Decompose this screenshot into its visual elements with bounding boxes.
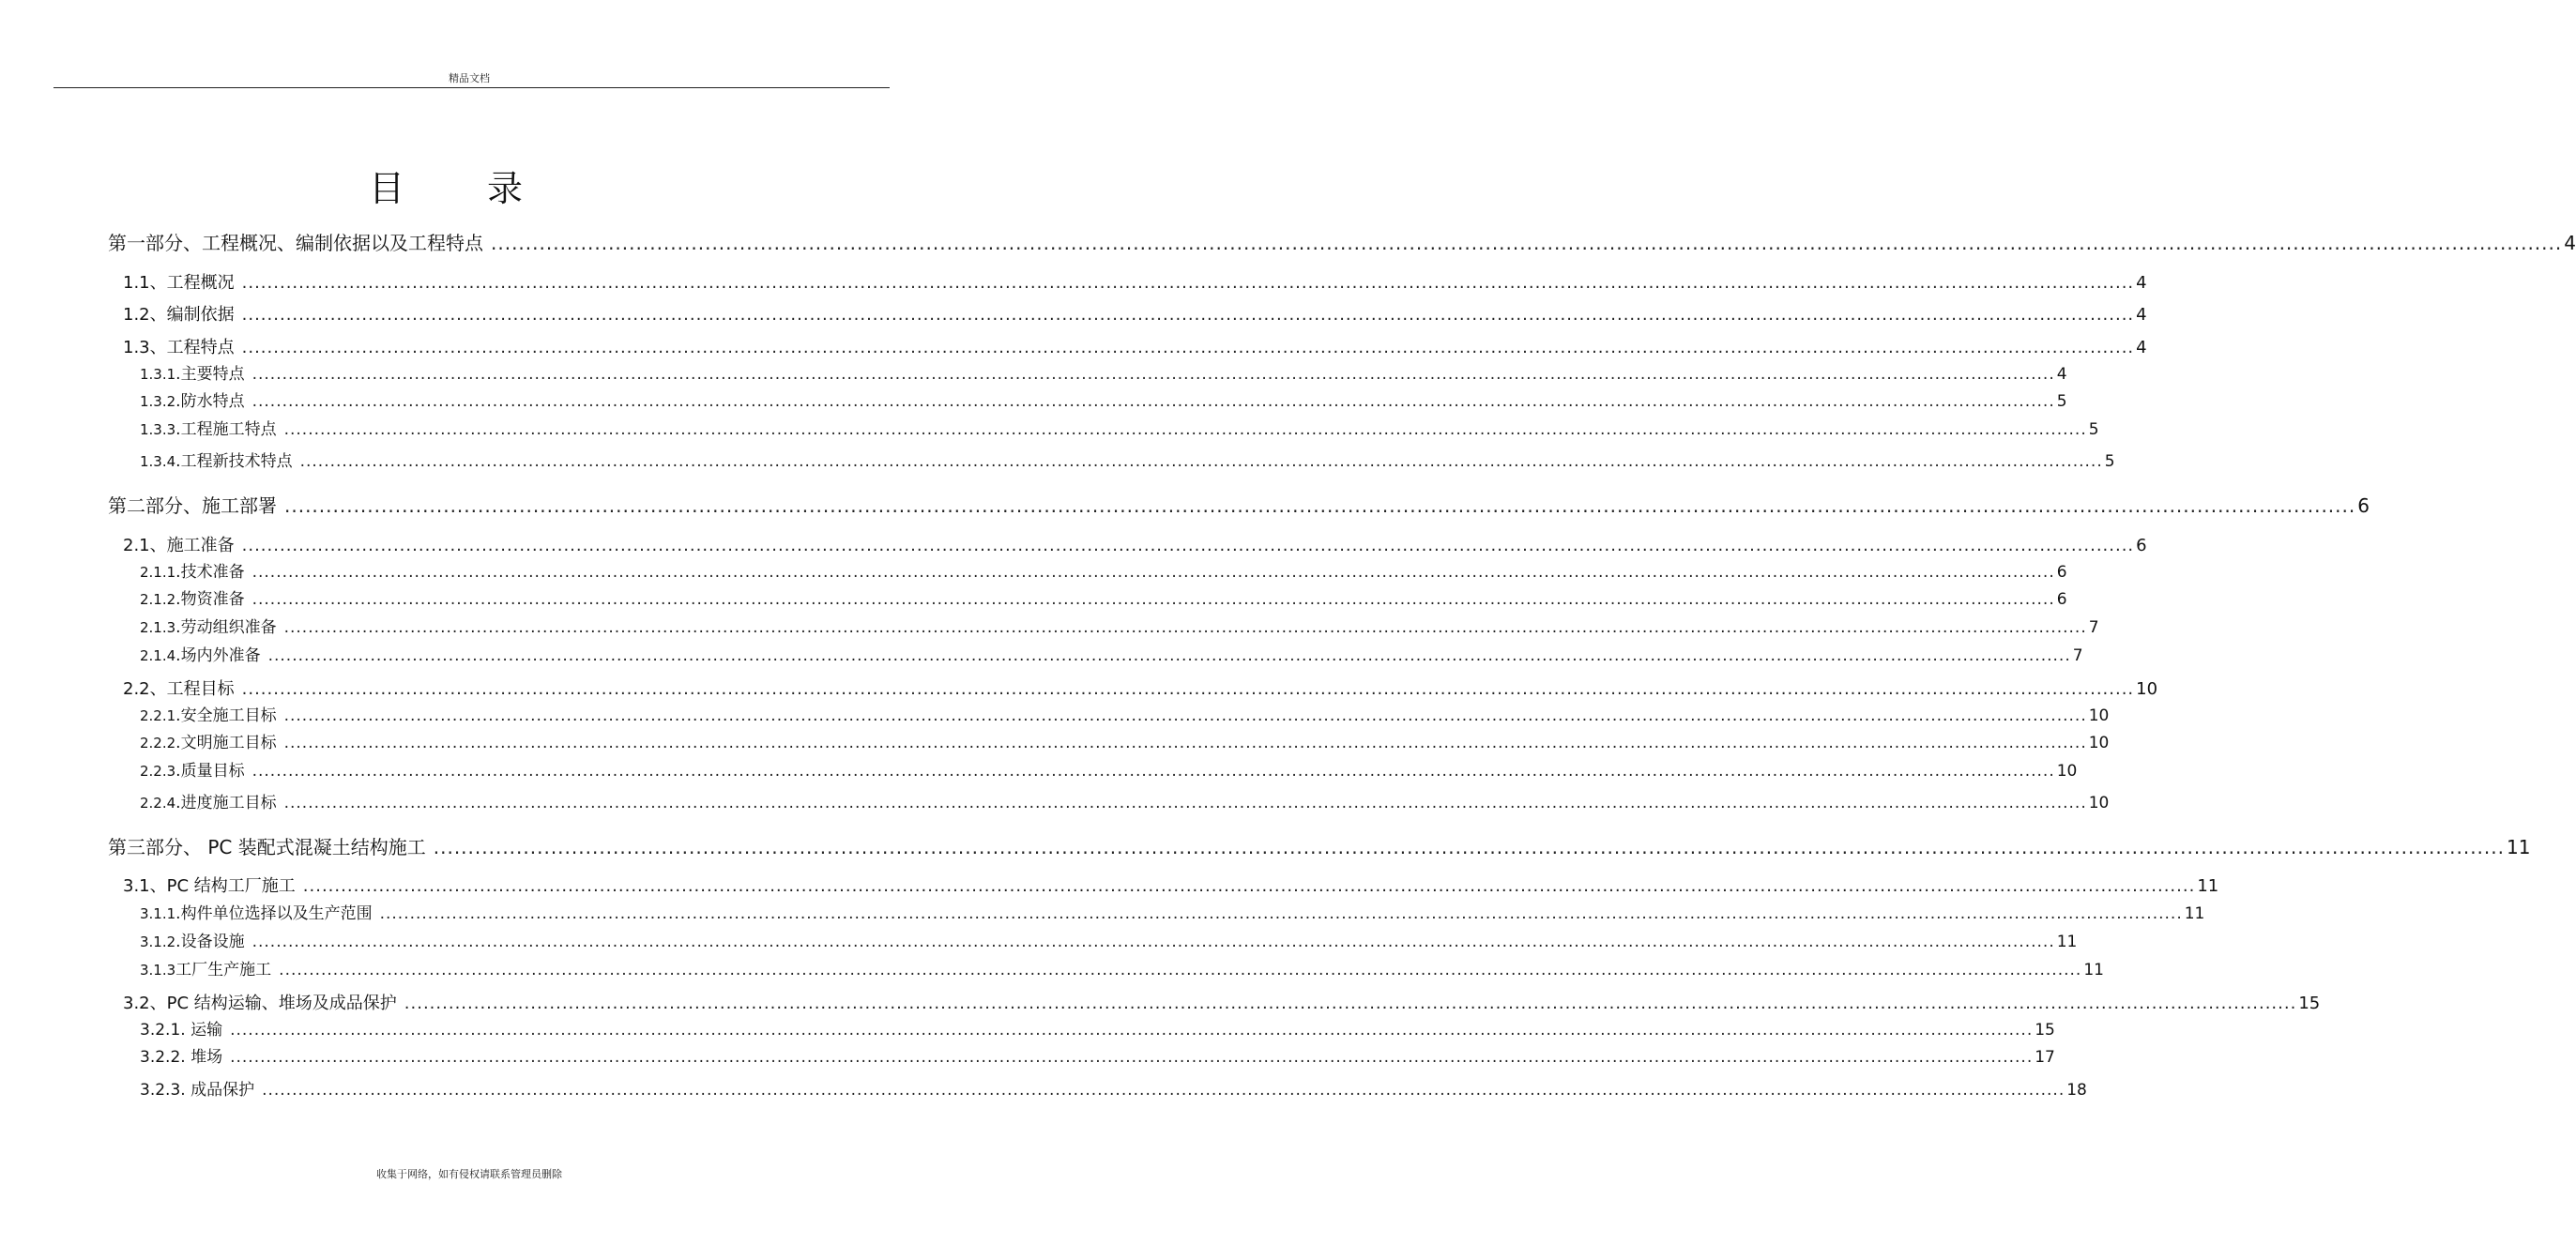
toc-entry-label: .劳动组织准备 [175, 618, 277, 637]
toc-entry[interactable] [140, 448, 2115, 471]
dot-leader: ............................................................................................................................................................................................................................................................................................................ [241, 679, 2135, 699]
toc-entry[interactable] [108, 832, 2531, 859]
header-divider [53, 87, 890, 88]
toc-entry[interactable] [123, 269, 2147, 294]
toc-entry-page: 6 [2357, 494, 2370, 517]
dot-leader: ............................................................................................................................................................................................................................................................................................................ [279, 961, 2082, 979]
toc-entry[interactable] [140, 585, 2067, 609]
toc-entry-label: 第三部分、 PC 装配式混凝土结构施工 [108, 836, 426, 858]
toc-entry-label: .工程新技术特点 [175, 452, 293, 471]
dot-leader: ............................................................................................................................................................................................................................................................................................................ [284, 494, 2356, 517]
toc-entry[interactable] [123, 873, 2219, 897]
toc-entry-page: 11 [2056, 933, 2078, 951]
toc-entry[interactable] [140, 729, 2110, 752]
dot-leader: ............................................................................................................................................................................................................................................................................................................ [252, 762, 2055, 781]
toc-entry-label: 3.2.2. 堆场 [140, 1048, 223, 1067]
toc-entry-label: 3.2.1. 运输 [140, 1021, 223, 1040]
toc-entry-page: 11 [2197, 876, 2219, 896]
toc-entry[interactable] [140, 702, 2110, 725]
dot-leader: ............................................................................................................................................................................................................................................................................................................ [299, 452, 2103, 471]
toc-entry-number: 2.2.3 [140, 763, 176, 780]
toc-entry-number: 3.1.1 [140, 905, 176, 922]
toc-entry[interactable] [123, 334, 2147, 358]
toc-entry-page: 10 [2088, 706, 2110, 725]
toc-entry-page: 11 [2184, 904, 2205, 923]
toc-entry-number: 2.2.2 [140, 735, 176, 751]
toc-entry[interactable] [140, 1076, 2087, 1100]
toc-entry-label: .工程施工特点 [175, 420, 277, 439]
toc-entry-label: .构件单位选择以及生产范围 [175, 904, 373, 923]
dot-leader: ............................................................................................................................................................................................................................................................................................................ [491, 232, 2563, 254]
toc-entry-number: 1.3.2 [140, 393, 176, 410]
toc-entry-page: 10 [2136, 679, 2158, 699]
toc-entry[interactable] [123, 990, 2321, 1014]
toc-entry-page: 4 [2136, 273, 2147, 293]
dot-leader: ............................................................................................................................................................................................................................................................................................................ [252, 933, 2055, 951]
toc-entry-page: 10 [2056, 762, 2078, 781]
toc-entry[interactable] [140, 416, 2099, 439]
toc-entry-number: 2.2.4 [140, 795, 176, 812]
toc-entry-label: 第一部分、工程概况、编制依据以及工程特点 [108, 232, 483, 254]
toc-entry-label: .设备设施 [175, 933, 245, 951]
dot-leader: ............................................................................................................................................................................................................................................................................................................ [230, 1048, 2034, 1067]
dot-leader: ............................................................................................................................................................................................................................................................................................................ [262, 1081, 2065, 1100]
toc-entry-label: .文明施工目标 [175, 734, 277, 752]
toc-entry-page: 5 [2088, 420, 2099, 439]
toc-entry-page: 10 [2088, 734, 2110, 752]
toc-entry-page: 5 [2104, 452, 2115, 471]
toc-entry[interactable] [140, 1016, 2055, 1040]
dot-leader: ............................................................................................................................................................................................................................................................................................................ [379, 904, 2183, 923]
toc-entry[interactable] [140, 900, 2205, 923]
toc-entry-label: .防水特点 [175, 392, 245, 411]
toc-entry-page: 4 [2564, 232, 2576, 254]
toc-entry-page: 6 [2136, 536, 2147, 555]
toc-entry[interactable] [140, 757, 2078, 781]
toc-entry-number: 1.1、 [123, 273, 167, 293]
toc-entry-label: 工程目标 [166, 679, 235, 699]
toc-entry-number: 2.2.1 [140, 707, 176, 724]
toc-entry-page: 10 [2088, 794, 2110, 812]
toc-entry-label: .主要特点 [175, 365, 245, 384]
toc-entry-page: 7 [2072, 646, 2083, 665]
dot-leader: ............................................................................................................................................................................................................................................................................................................ [302, 876, 2196, 896]
toc-entry[interactable] [140, 558, 2067, 582]
dot-leader: ............................................................................................................................................................................................................................................................................................................ [404, 994, 2297, 1013]
toc-entry[interactable] [140, 360, 2067, 384]
dot-leader: ............................................................................................................................................................................................................................................................................................................ [283, 618, 2087, 637]
toc-entry-page: 11 [2083, 961, 2104, 979]
toc-entry-label: 施工准备 [166, 536, 235, 555]
toc-entry-number: 2.1、 [123, 536, 167, 555]
toc-entry[interactable] [140, 642, 2083, 665]
toc-entry-number: 1.3、 [123, 338, 167, 357]
toc-entry-page: 7 [2088, 618, 2099, 637]
dot-leader: ............................................................................................................................................................................................................................................................................................................ [283, 734, 2087, 752]
dot-leader: ............................................................................................................................................................................................................................................................................................................ [241, 305, 2135, 325]
toc-entry-label: PC 结构运输、堆场及成品保护 [166, 994, 397, 1013]
toc-entry-number: 2.1.3 [140, 619, 176, 636]
toc-entry-page: 18 [2066, 1081, 2087, 1100]
toc-entry-number: 1.2、 [123, 305, 167, 325]
toc-entry-number: 3.1.2 [140, 934, 176, 950]
toc-entry-number: 2.1.4 [140, 647, 176, 664]
toc-entry-label: 编制依据 [166, 305, 235, 325]
dot-leader: ............................................................................................................................................................................................................................................................................................................ [433, 836, 2505, 858]
toc-entry-label: .质量目标 [175, 762, 245, 781]
toc-entry[interactable] [140, 928, 2078, 951]
toc-entry-page: 6 [2056, 590, 2067, 609]
dot-leader: ............................................................................................................................................................................................................................................................................................................ [252, 392, 2055, 411]
toc-entry-page: 17 [2035, 1048, 2055, 1067]
toc-entry-page: 5 [2056, 392, 2067, 411]
toc-entry-label: 3.2.3. 成品保护 [140, 1081, 255, 1100]
toc-entry-number: 1.3.4 [140, 453, 176, 470]
dot-leader: ............................................................................................................................................................................................................................................................................................................ [283, 706, 2087, 725]
toc-entry-number: 3.1.3 [140, 962, 176, 979]
toc-entry-label: .场内外准备 [175, 646, 261, 665]
dot-leader: ............................................................................................................................................................................................................................................................................................................ [283, 420, 2087, 439]
toc-entry[interactable] [123, 676, 2158, 700]
toc-entry-page: 4 [2056, 365, 2067, 384]
toc-entry-number: 3.1、 [123, 876, 167, 896]
dot-leader: ............................................................................................................................................................................................................................................................................................................ [252, 365, 2055, 384]
toc-entry[interactable] [123, 532, 2147, 556]
dot-leader: ............................................................................................................................................................................................................................................................................................................ [241, 273, 2135, 293]
toc-entry-page: 4 [2136, 338, 2147, 357]
toc-entry[interactable] [140, 614, 2099, 637]
dot-leader: ............................................................................................................................................................................................................................................................................................................ [283, 794, 2087, 812]
toc-entry-label: 工厂生产施工 [175, 961, 272, 979]
toc-entry-page: 15 [2035, 1021, 2055, 1040]
toc-entry-page: 11 [2506, 836, 2531, 858]
toc-entry[interactable] [140, 1043, 2055, 1067]
toc-entry[interactable] [140, 387, 2067, 411]
page-header: 精品文档 [449, 72, 490, 84]
dot-leader: ............................................................................................................................................................................................................................................................................................................ [230, 1021, 2034, 1040]
toc-entry-number: 2.2、 [123, 679, 167, 699]
toc-entry-number: 2.1.1 [140, 564, 176, 581]
dot-leader: ............................................................................................................................................................................................................................................................................................................ [241, 536, 2135, 555]
toc-entry-page: 6 [2056, 563, 2067, 582]
toc-entry-label: .技术准备 [175, 563, 245, 582]
toc-entry-label: 工程特点 [166, 338, 235, 357]
toc-entry-page: 4 [2136, 305, 2147, 325]
dot-leader: ............................................................................................................................................................................................................................................................................................................ [241, 338, 2135, 357]
toc-entry[interactable] [140, 789, 2110, 812]
dot-leader: ............................................................................................................................................................................................................................................................................................................ [252, 590, 2055, 609]
dot-leader: ............................................................................................................................................................................................................................................................................................................ [267, 646, 2071, 665]
toc-entry-number: 2.1.2 [140, 591, 176, 608]
toc-entry[interactable] [140, 956, 2104, 979]
toc-entry-page: 15 [2298, 994, 2321, 1013]
toc-entry-number: 3.2、 [123, 994, 167, 1013]
toc-entry-label: .安全施工目标 [175, 706, 277, 725]
toc-entry-label: 第二部分、施工部署 [108, 494, 277, 517]
page-footer: 收集于网络，如有侵权请联系管理员删除 [376, 1168, 562, 1180]
toc-entry-number: 1.3.1 [140, 366, 176, 383]
toc-entry-label: .进度施工目标 [175, 794, 277, 812]
toc-entry-label: PC 结构工厂施工 [166, 876, 296, 896]
toc-entry[interactable] [108, 228, 2576, 255]
toc-entry[interactable] [123, 301, 2147, 326]
dot-leader: ............................................................................................................................................................................................................................................................................................................ [252, 563, 2055, 582]
page-title: 目录 [368, 168, 605, 209]
toc-entry[interactable] [108, 491, 2370, 518]
toc-entry-label: 工程概况 [166, 273, 235, 293]
toc-entry-number: 1.3.3 [140, 421, 176, 438]
toc-entry-label: .物资准备 [175, 590, 245, 609]
